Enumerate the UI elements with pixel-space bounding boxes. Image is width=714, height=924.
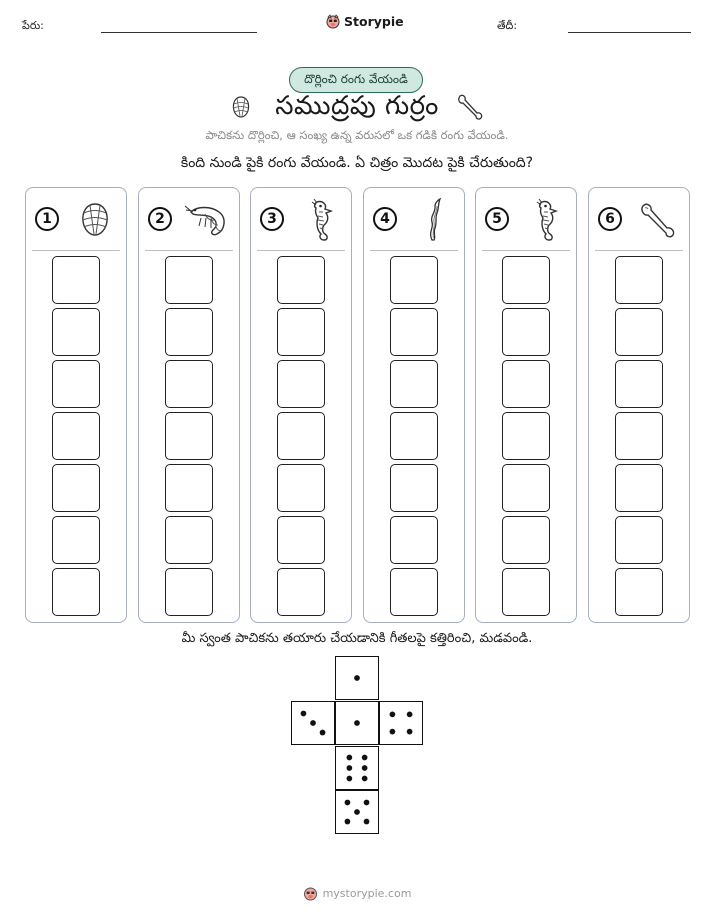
color-box[interactable] [165, 464, 213, 512]
color-box[interactable] [52, 464, 100, 512]
color-box[interactable] [502, 360, 550, 408]
color-box[interactable] [390, 308, 438, 356]
bone-icon [455, 92, 485, 122]
color-box[interactable] [52, 256, 100, 304]
dice-face-3 [291, 701, 335, 745]
color-box[interactable] [277, 464, 325, 512]
color-box[interactable] [52, 308, 100, 356]
column-1 [25, 187, 127, 623]
column-divider [145, 250, 233, 251]
question: కింది నుండి పైకి రంగు వేయండి. ఏ చిత్రం మొదట పైకి చేరుతుంది? [180, 155, 534, 171]
activity-badge: దొర్లించి రంగు వేయండి [289, 67, 423, 93]
color-box[interactable] [615, 568, 663, 616]
footer [0, 886, 714, 901]
color-box[interactable] [52, 516, 100, 564]
column-4 [363, 187, 465, 623]
column-3 [250, 187, 352, 623]
color-box[interactable] [52, 360, 100, 408]
column-divider [257, 250, 345, 251]
color-box[interactable] [165, 516, 213, 564]
color-box[interactable] [165, 256, 213, 304]
column-divider [370, 250, 458, 251]
page-title: సముద్రపు గుర్రం [275, 91, 439, 121]
shrimp-icon [183, 196, 233, 244]
dice-face-5 [335, 790, 379, 834]
date-label: తేదీ: [497, 19, 518, 32]
color-box[interactable] [390, 256, 438, 304]
color-box[interactable] [52, 412, 100, 460]
color-box[interactable] [390, 568, 438, 616]
color-box[interactable] [52, 568, 100, 616]
color-box[interactable] [277, 516, 325, 564]
column-number: 2 [148, 207, 172, 231]
color-box[interactable] [277, 308, 325, 356]
column-number: 4 [373, 207, 397, 231]
column-number: 1 [35, 207, 59, 231]
color-box[interactable] [502, 464, 550, 512]
column-divider [595, 250, 683, 251]
color-box[interactable] [165, 568, 213, 616]
color-box[interactable] [277, 360, 325, 408]
name-line[interactable] [101, 32, 257, 33]
shell-icon [70, 196, 120, 244]
footer-url: mystorypie.com [322, 887, 412, 900]
color-box[interactable] [502, 568, 550, 616]
dice-face-1 [335, 656, 379, 700]
column-divider [32, 250, 120, 251]
column-divider [482, 250, 570, 251]
color-box[interactable] [502, 412, 550, 460]
bone-icon [633, 196, 683, 244]
dice-face-6 [335, 746, 379, 790]
date-line[interactable] [568, 32, 691, 33]
color-box[interactable] [165, 360, 213, 408]
color-box[interactable] [165, 308, 213, 356]
dice-face-4 [379, 701, 423, 745]
color-box[interactable] [165, 412, 213, 460]
seahorse-icon [295, 196, 345, 244]
brand-logo [326, 14, 404, 29]
name-label: పేరు: [22, 19, 44, 32]
column-number: 3 [260, 207, 284, 231]
color-box[interactable] [390, 516, 438, 564]
color-box[interactable] [390, 412, 438, 460]
column-number: 6 [598, 207, 622, 231]
pig-icon [326, 14, 340, 29]
color-box[interactable] [615, 516, 663, 564]
color-box[interactable] [390, 464, 438, 512]
column-5 [475, 187, 577, 623]
color-box[interactable] [277, 568, 325, 616]
seaweed-icon [408, 196, 458, 244]
pig-icon [303, 886, 318, 901]
brand-name: Storypie [344, 14, 404, 29]
color-box[interactable] [502, 256, 550, 304]
color-box[interactable] [615, 256, 663, 304]
color-box[interactable] [390, 360, 438, 408]
color-box[interactable] [615, 464, 663, 512]
column-6 [588, 187, 690, 623]
color-box[interactable] [277, 256, 325, 304]
color-box[interactable] [502, 516, 550, 564]
dice-instruction: మీ స్వంత పాచికను తయారు చేయడానికి గీతలపై కత్తిరించి, మడవండి. [181, 631, 533, 646]
color-box[interactable] [615, 360, 663, 408]
column-2 [138, 187, 240, 623]
color-box[interactable] [277, 412, 325, 460]
color-box[interactable] [502, 308, 550, 356]
dice-face-1 [335, 701, 379, 745]
column-number: 5 [485, 207, 509, 231]
subtitle: పాచికను దొర్లించి, ఆ సంఖ్య ఉన్న వరుసలో ఒక గడికి రంగు వేయండి. [205, 128, 509, 142]
color-box[interactable] [615, 308, 663, 356]
color-box[interactable] [615, 412, 663, 460]
seahorse-icon [520, 196, 570, 244]
